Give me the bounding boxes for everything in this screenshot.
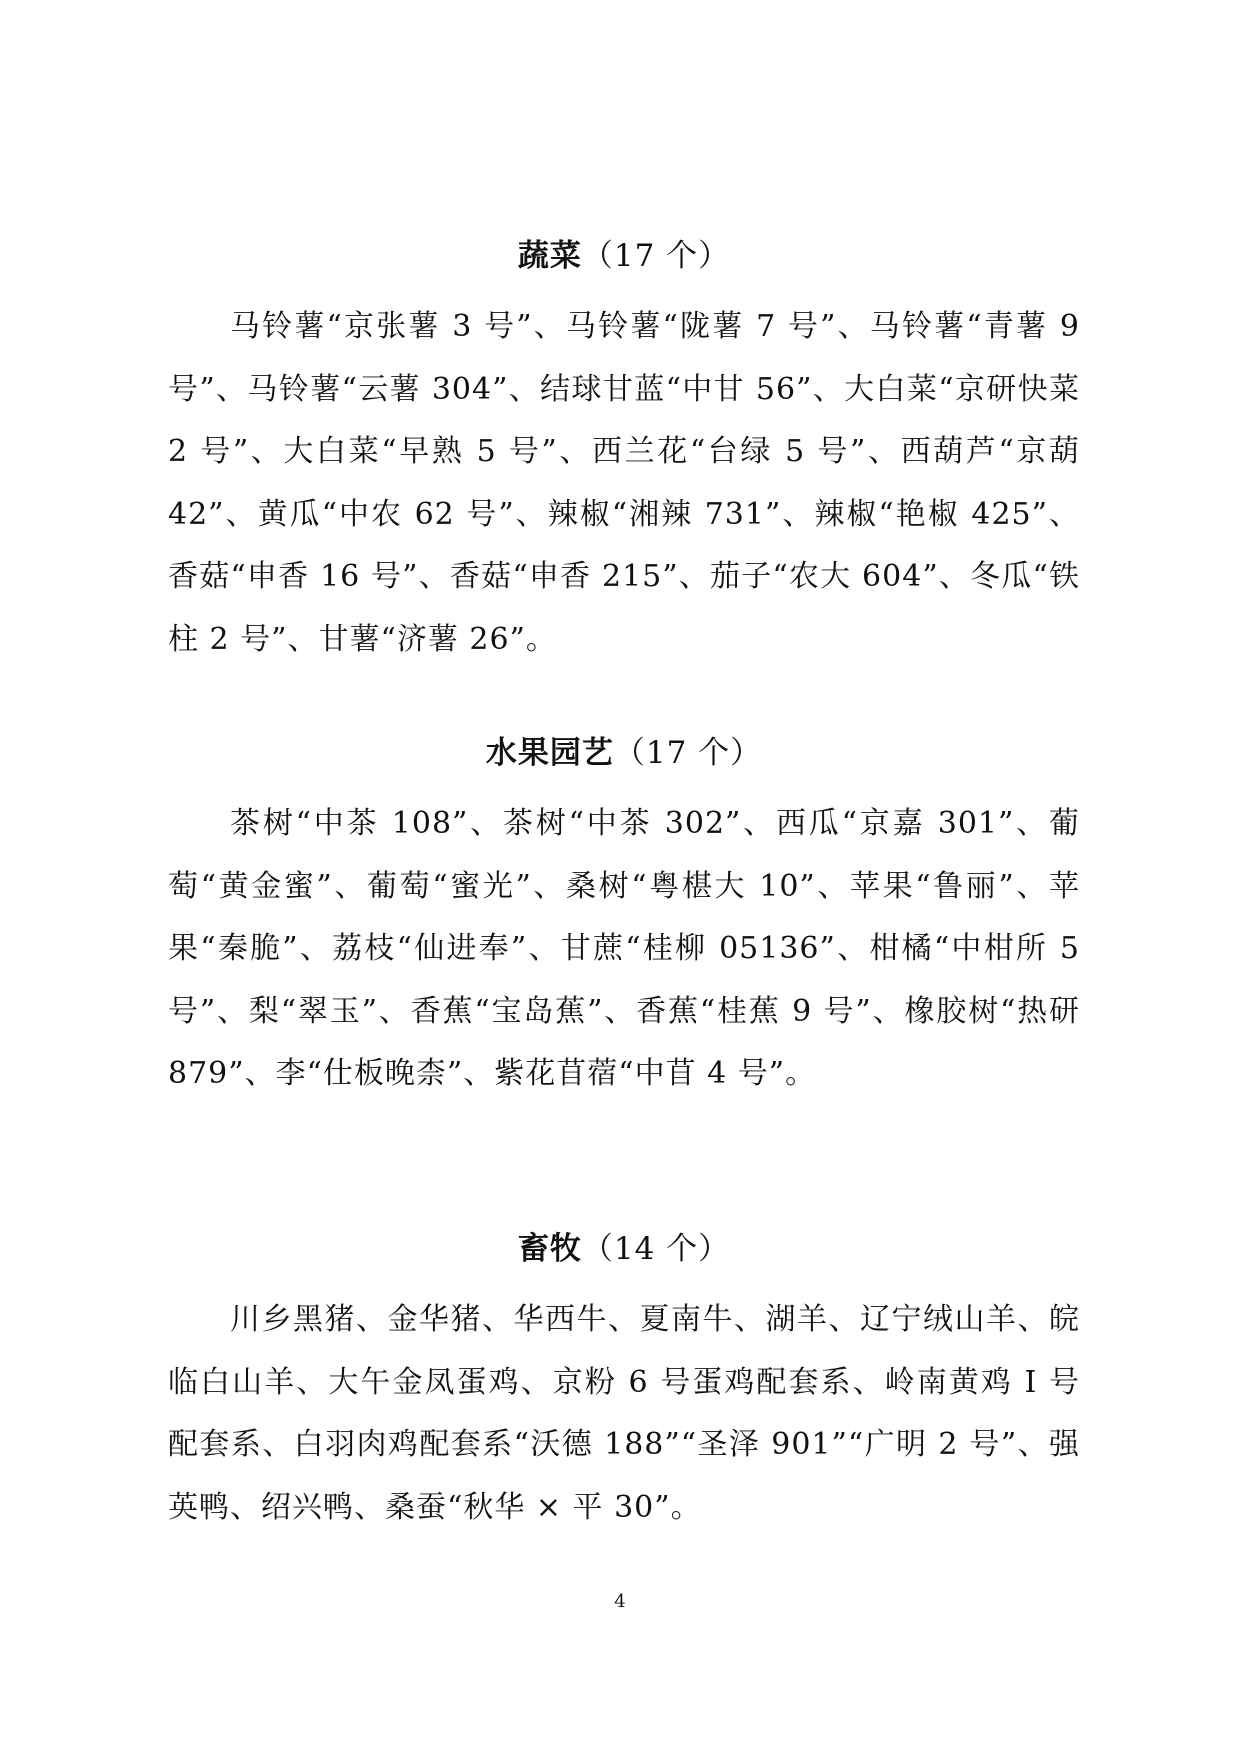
heading-count: （14 个） <box>581 1231 731 1267</box>
section-fruit-horticulture <box>168 733 1080 1106</box>
section-paragraph: 川乡黑猪、金华猪、华西牛、夏南牛、湖羊、辽宁绒山羊、皖临白山羊、大午金凤蛋鸡、京粉 6 号蛋鸡配套系、岭南黄鸡 I 号配套系、白羽肉鸡配套系“沃德 188”“圣泽 901”“广明 2 号”、强英鸭、绍兴鸭、桑蚕“秋华 × 平 30”。 <box>168 1302 1080 1525</box>
section-livestock <box>168 1229 1080 1539</box>
heading-count: （17 个） <box>613 735 763 771</box>
section-paragraph: 马铃薯“京张薯 3 号”、马铃薯“陇薯 7 号”、马铃薯“青薯 9 号”、马铃薯“云薯 304”、结球甘蓝“中甘 56”、大白菜“京研快菜 2 号”、大白菜“早熟 5 号”、西兰花“台绿 5 号”、西葫芦“京葫 42”、黄瓜“中农 62 号”、辣椒“湘辣 731”、辣椒“艳椒 425”、香菇“申香 16 号”、香菇“申香 215”、茄子“农大 604”、冬瓜“铁柱 2 号”、甘薯“济薯 26”。 <box>168 309 1080 657</box>
page-number: 4 <box>614 1591 626 1612</box>
heading-title: 蔬菜 <box>517 238 582 274</box>
heading-count: （17 个） <box>581 238 731 274</box>
section-vegetables <box>168 236 1080 671</box>
heading-title: 畜牧 <box>517 1231 582 1267</box>
section-heading <box>168 236 1080 276</box>
section-heading <box>168 733 1080 773</box>
heading-title: 水果园艺 <box>485 735 614 771</box>
section-heading <box>168 1229 1080 1269</box>
section-paragraph: 茶树“中茶 108”、茶树“中茶 302”、西瓜“京嘉 301”、葡萄“黄金蜜”、葡萄“蜜光”、桑树“粤椹大 10”、苹果“鲁丽”、苹果“秦脆”、荔枝“仙进奉”、甘蔗“桂柳 05136”、柑橘“中柑所 5 号”、梨“翠玉”、香蕉“宝岛蕉”、香蕉“桂蕉 9 号”、橡胶树“热研 879”、李“仕板晚柰”、紫花苜蓿“中苜 4 号”。 <box>168 806 1080 1091</box>
